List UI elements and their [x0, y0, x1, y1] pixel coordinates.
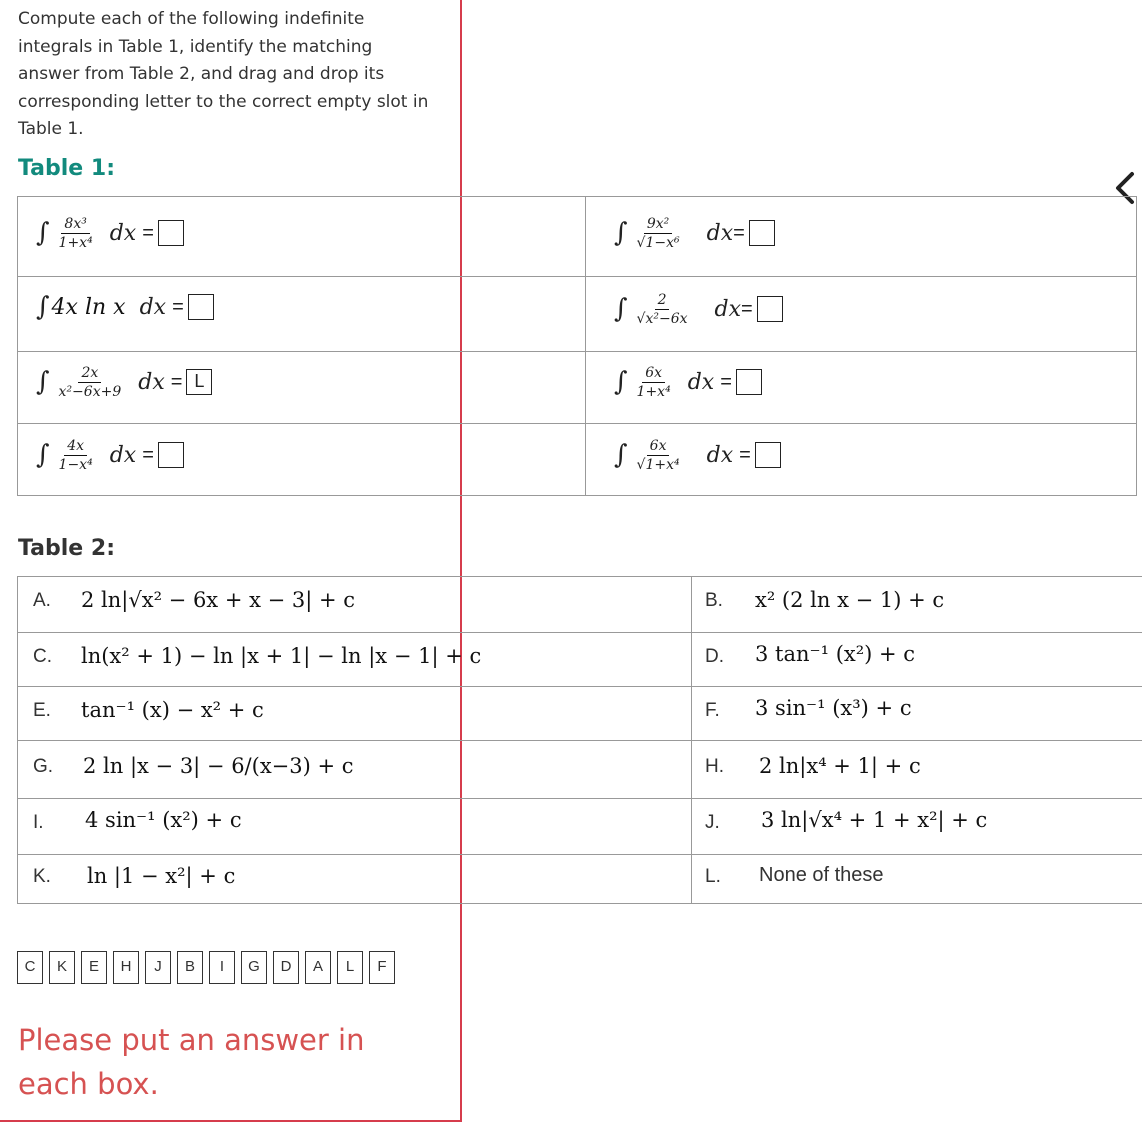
draggable-answer-chip[interactable]: E — [81, 951, 107, 984]
draggable-answer-chip[interactable]: K — [49, 951, 75, 984]
answer-expression: 2 ln |x − 3| − 6/(x−3) + c — [83, 754, 354, 778]
integral-sign: ∫ — [614, 294, 628, 324]
answer-slot[interactable] — [755, 442, 781, 468]
answer-slot[interactable] — [158, 442, 184, 468]
integral-row — [614, 355, 762, 409]
denominator: x²−6x+9 — [58, 383, 122, 400]
differential: dx — [687, 369, 715, 395]
table2-row-divider — [17, 686, 1142, 687]
denominator: 1+x⁴ — [58, 234, 93, 251]
table1 — [17, 196, 1137, 496]
draggable-answer-chip[interactable]: B — [177, 951, 203, 984]
answer-letter: K. — [33, 866, 51, 887]
table1-row-divider — [18, 276, 1136, 277]
answer-letter: D. — [705, 646, 724, 667]
integral-sign: ∫ — [614, 367, 628, 397]
numerator: 4x — [64, 438, 87, 456]
answer-slot[interactable] — [736, 369, 762, 395]
table1-row-divider — [18, 351, 1136, 352]
equals-sign: = — [733, 221, 745, 244]
answer-letter: L. — [705, 866, 721, 887]
answer-letter: C. — [33, 646, 52, 667]
integral-sign: ∫ — [36, 367, 50, 397]
table2-title: Table 2: — [18, 536, 115, 561]
validation-message: Please put an answer in each box. — [18, 1023, 365, 1101]
equals-sign: = — [142, 443, 154, 466]
answer-slot[interactable] — [158, 220, 184, 246]
differential: dx — [138, 369, 165, 395]
table1-row-divider — [18, 423, 1136, 424]
panel-bottom-border — [0, 1120, 462, 1122]
equals-sign: = — [142, 221, 154, 244]
answer-letter: G. — [33, 756, 54, 777]
answer-expression: x² (2 ln x − 1) + c — [755, 588, 945, 612]
equals-sign: = — [741, 297, 753, 320]
panel-divider — [460, 0, 462, 1122]
draggable-answer-chip[interactable]: G — [241, 951, 267, 984]
differential: dx — [139, 294, 167, 320]
answer-slot[interactable]: L — [186, 369, 212, 395]
draggable-answer-chip[interactable]: H — [113, 951, 139, 984]
integrand-fraction — [634, 438, 683, 473]
integral-row — [614, 425, 781, 485]
draggable-answer-chip[interactable]: A — [305, 951, 331, 984]
differential: dx — [109, 442, 137, 468]
table2-row-divider — [17, 854, 1142, 855]
answer-slot[interactable] — [757, 296, 783, 322]
differential: dx — [706, 220, 734, 246]
integrand: 4x ln x — [51, 294, 126, 320]
table2-row-divider — [17, 576, 1142, 577]
answer-letter: B. — [705, 590, 723, 611]
table2-row-divider — [17, 740, 1142, 741]
answer-slot[interactable] — [188, 294, 214, 320]
table2-bottom-border — [17, 903, 1142, 904]
denominator: √1+x⁴ — [636, 456, 680, 473]
integral-row — [36, 205, 184, 261]
integrand-fraction — [56, 365, 125, 400]
numerator: 9x² — [644, 216, 672, 234]
table1-title: Table 1: — [18, 156, 115, 181]
denominator: 1−x⁴ — [58, 456, 93, 473]
draggable-answer-chip[interactable]: C — [17, 951, 43, 984]
integral-row — [614, 203, 775, 263]
denominator: √1−x⁶ — [636, 234, 680, 251]
differential: dx — [714, 296, 742, 322]
answer-letter: H. — [705, 756, 724, 777]
answer-letter: A. — [33, 590, 51, 611]
integrand-fraction — [56, 438, 96, 473]
draggable-answer-chip[interactable]: D — [273, 951, 299, 984]
answer-letter: F. — [705, 700, 720, 721]
integral-row — [36, 427, 184, 483]
integral-row — [614, 281, 783, 337]
integral-row — [36, 287, 214, 327]
integral-sign: ∫ — [36, 292, 50, 322]
answer-expression: tan⁻¹ (x) − x² + c — [81, 698, 264, 722]
answer-slot[interactable] — [749, 220, 775, 246]
answer-expression: 3 tan⁻¹ (x²) + c — [755, 642, 916, 666]
integrand-fraction — [56, 216, 96, 251]
draggable-answer-chip[interactable]: I — [209, 951, 235, 984]
answer-expression: 3 ln|√x⁴ + 1 + x²| + c — [761, 808, 988, 832]
differential: dx — [109, 220, 137, 246]
equals-sign: = — [172, 295, 184, 318]
integrand-fraction — [634, 216, 683, 251]
draggable-answer-chip[interactable]: J — [145, 951, 171, 984]
numerator: 6x — [642, 365, 665, 383]
integrand-fraction — [634, 365, 674, 400]
answer-letter: E. — [33, 700, 51, 721]
instructions-text: Compute each of the following indefinite integrals in Table 1, identify the matching answer from Table 2, and drag and drop its corresponding letter to the correct empty slot in Table 1. — [18, 9, 429, 139]
answer-expression: ln(x² + 1) − ln |x + 1| − ln |x − 1| + c — [81, 644, 482, 668]
answer-expression: None of these — [759, 864, 884, 886]
numerator: 8x³ — [61, 216, 89, 234]
answer-expression: 2 ln|√x² − 6x + x − 3| + c — [81, 588, 356, 612]
integral-sign: ∫ — [36, 218, 50, 248]
answer-letter: I. — [33, 812, 44, 833]
table2 — [17, 576, 1142, 904]
table2-row-divider — [17, 632, 1142, 633]
differential: dx — [706, 442, 734, 468]
equals-sign: = — [720, 370, 732, 393]
answer-expression: 4 sin⁻¹ (x²) + c — [85, 808, 242, 832]
integral-sign: ∫ — [614, 218, 628, 248]
table2-row-divider — [17, 798, 1142, 799]
draggable-answer-chip[interactable]: L — [337, 951, 363, 984]
answer-bank — [17, 951, 401, 984]
denominator: 1+x⁴ — [636, 383, 671, 400]
answer-expression: ln |1 − x²| + c — [87, 864, 236, 888]
denominator: √x²−6x — [636, 310, 688, 327]
integral-sign: ∫ — [36, 440, 50, 470]
answer-letter: J. — [705, 812, 720, 833]
equals-sign: = — [739, 443, 751, 466]
draggable-answer-chip[interactable]: F — [369, 951, 395, 984]
numerator: 2x — [78, 365, 101, 383]
integrand-fraction — [634, 292, 691, 327]
answer-expression: 2 ln|x⁴ + 1| + c — [759, 754, 921, 778]
equals-sign: = — [170, 370, 183, 393]
numerator: 6x — [647, 438, 670, 456]
answer-expression: 3 sin⁻¹ (x³) + c — [755, 696, 912, 720]
integral-sign: ∫ — [614, 440, 628, 470]
numerator: 2 — [655, 292, 670, 310]
integral-row — [36, 355, 212, 409]
table1-column-divider — [585, 197, 586, 495]
